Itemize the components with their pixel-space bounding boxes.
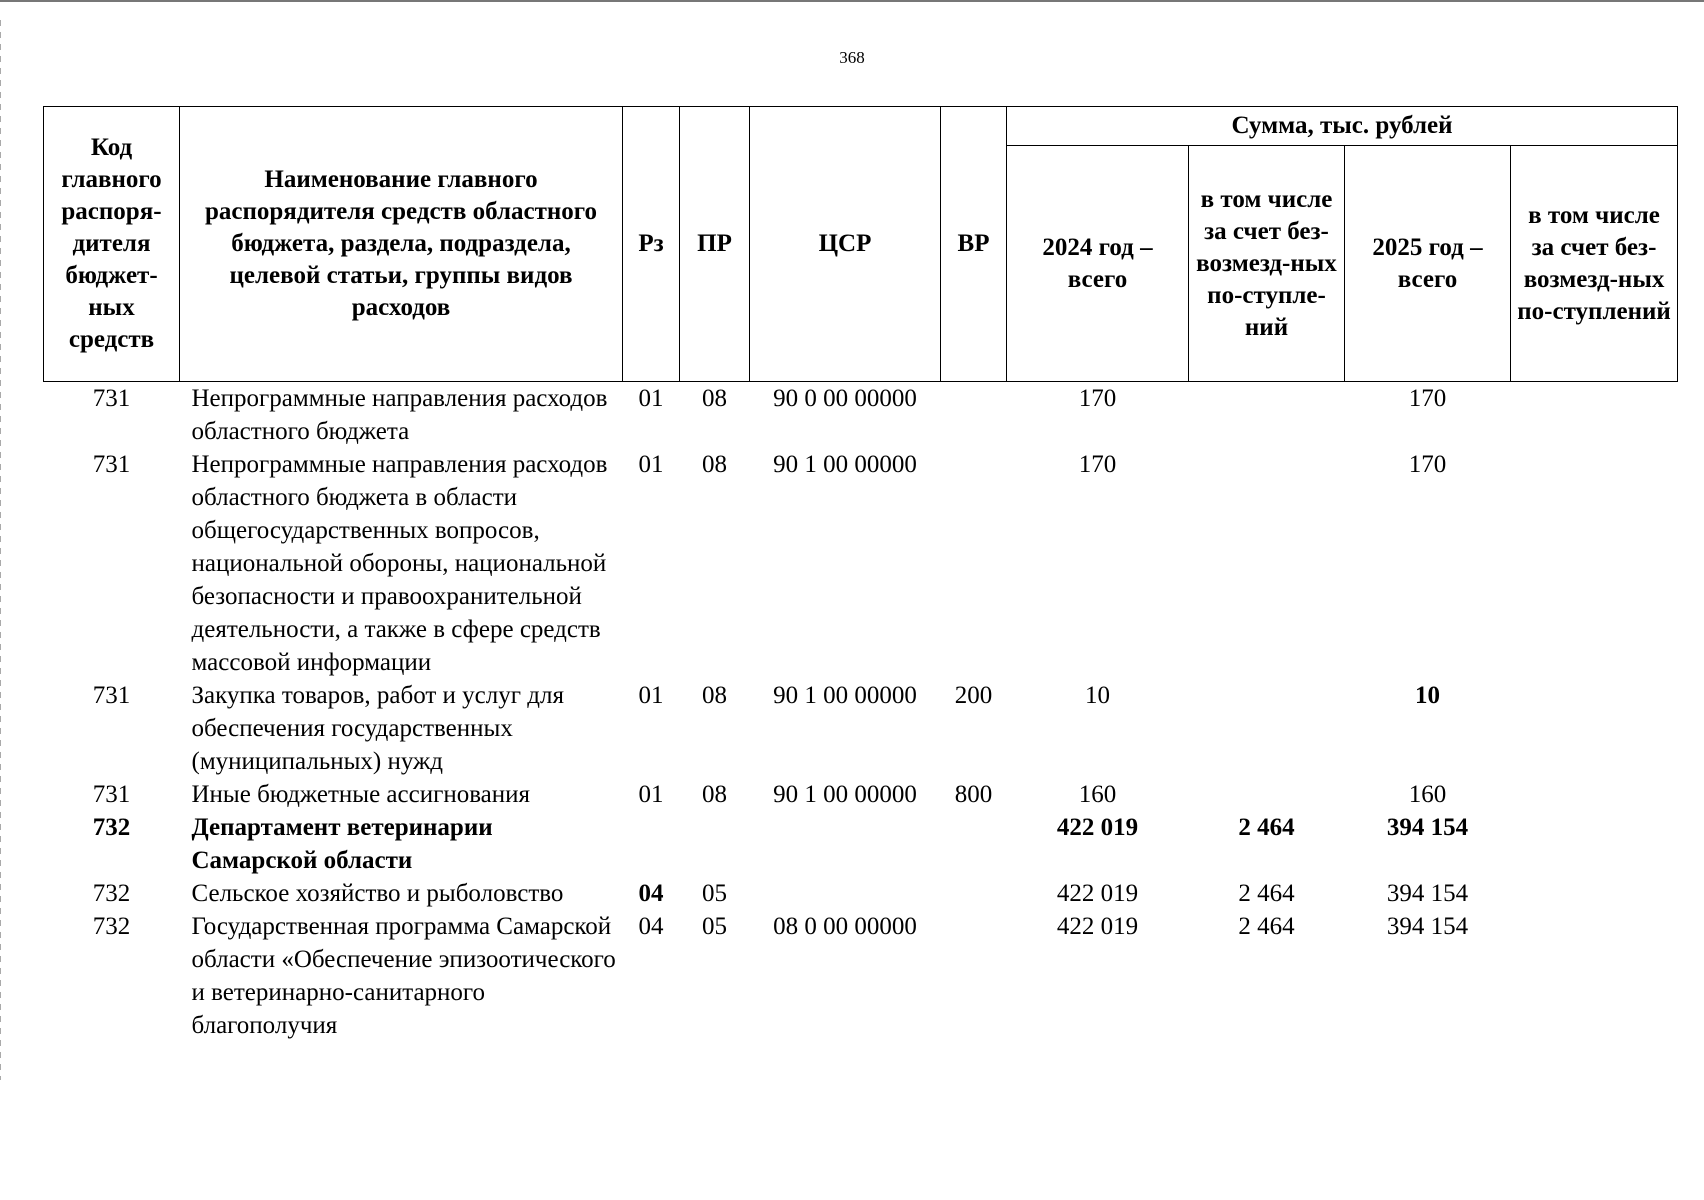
cell-rz: 01 [638,781,664,808]
header-code: Код главного распоря-дителя бюджет-ных средств [44,107,180,382]
cell-rz: 01 [638,385,664,412]
cell-2025-incl [1511,910,1678,1042]
table-row [44,448,1678,679]
cell-name: Иные бюджетные ассигнования [191,781,531,808]
cell-2025-incl [1511,382,1678,449]
header-vr: ВР [941,107,1007,382]
cell-csr: 90 1 00 00000 [773,682,917,709]
cell-name: Сельское хозяйство и рыболовство [191,880,564,907]
table-row [44,811,1678,877]
page-number: 368 [839,48,865,67]
cell-vr: 200 [954,682,993,709]
cell-code: 732 [92,814,131,841]
cell-2024-total: 160 [1078,781,1117,808]
header-2024-total: 2024 год – всего [1007,146,1189,382]
cell-code: 731 [92,781,131,808]
header-pr: ПР [680,107,750,382]
table-row [44,778,1678,811]
cell-csr: 90 1 00 00000 [773,451,917,478]
cell-pr: 08 [702,385,727,412]
cell-pr [680,811,750,877]
scan-edge-left [0,20,1,1080]
cell-2025-incl [1511,448,1678,679]
cell-2024-total: 422 019 [1056,814,1139,841]
cell-2024-total: 170 [1078,451,1117,478]
cell-2025-total: 160 [1408,781,1447,808]
cell-2024-incl [1189,778,1345,811]
cell-name: Непрограммные направления расходов областного бюджета [191,385,608,445]
cell-2024-total: 422 019 [1056,913,1139,940]
cell-vr [941,811,1007,877]
cell-2024-incl [1189,679,1345,778]
header-row-1 [44,107,1678,146]
cell-2024-total: 422 019 [1056,880,1139,907]
cell-csr: 90 1 00 00000 [773,781,917,808]
cell-name: Департамент ветеринарии Самарской области [191,814,493,874]
cell-2025-total: 394 154 [1386,880,1469,907]
header-2025-total: 2025 год – всего [1345,146,1511,382]
cell-2025-incl [1511,679,1678,778]
cell-rz: 01 [638,451,664,478]
table-row [44,910,1678,1042]
cell-2024-incl [1189,448,1345,679]
cell-2025-total: 170 [1408,451,1447,478]
cell-vr: 800 [954,781,993,808]
cell-2024-incl [1189,382,1345,449]
cell-pr: 05 [702,880,727,907]
cell-code: 731 [92,682,131,709]
cell-code: 732 [92,913,131,940]
cell-vr [941,382,1007,449]
cell-2025-total: 394 154 [1386,913,1469,940]
cell-2024-incl: 2 464 [1238,913,1295,940]
cell-code: 732 [92,880,131,907]
cell-code: 731 [92,385,131,412]
cell-2024-incl: 2 464 [1238,814,1295,841]
header-2024-incl: в том числе за счет без-возмезд-ных по-ступле-ний [1189,146,1345,382]
scan-edge-top [0,0,1704,2]
header-sum-group: Сумма, тыс. рублей [1007,107,1678,146]
cell-vr [941,877,1007,910]
cell-csr: 90 0 00 00000 [773,385,917,412]
cell-2025-incl [1511,811,1678,877]
cell-vr [941,448,1007,679]
cell-2025-total: 10 [1415,682,1440,709]
cell-csr [750,811,941,877]
cell-2025-total: 170 [1408,385,1447,412]
cell-rz: 04 [638,880,664,907]
cell-2024-total: 170 [1078,385,1117,412]
cell-rz: 01 [638,682,664,709]
cell-2024-incl: 2 464 [1238,880,1295,907]
cell-csr [750,877,941,910]
cell-2025-total: 394 154 [1386,814,1469,841]
cell-rz: 04 [638,913,664,940]
cell-name: Государственная программа Самарской области «Обеспечение эпизоотического и ветеринарно-санитарного благополучия [191,913,616,1039]
cell-code: 731 [92,451,131,478]
header-2025-incl: в том числе за счет без-возмезд-ных по-ступлений [1511,146,1678,382]
cell-name: Непрограммные направления расходов областного бюджета в области общегосударственных вопросов, национальной обороны, национальной безопасности и правоохранительной деятельности, а также в сфере средств массовой информации [191,451,608,676]
header-csr: ЦСР [750,107,941,382]
cell-pr: 08 [702,451,727,478]
cell-pr: 08 [702,781,727,808]
cell-2024-total: 10 [1085,682,1110,709]
table-row [44,679,1678,778]
table-row [44,382,1678,449]
table-row [44,877,1678,910]
cell-name: Закупка товаров, работ и услуг для обеспечения государственных (муниципальных) нужд [191,682,564,775]
cell-csr: 08 0 00 00000 [773,913,917,940]
budget-table [43,106,1678,1042]
header-name: Наименование главного распорядителя средств областного бюджета, раздела, подраздела, целевой статьи, группы видов расходов [180,107,623,382]
cell-pr: 05 [702,913,727,940]
header-rz: Рз [623,107,680,382]
cell-vr [941,910,1007,1042]
cell-2025-incl [1511,877,1678,910]
cell-2025-incl [1511,778,1678,811]
cell-pr: 08 [702,682,727,709]
cell-rz [623,811,680,877]
